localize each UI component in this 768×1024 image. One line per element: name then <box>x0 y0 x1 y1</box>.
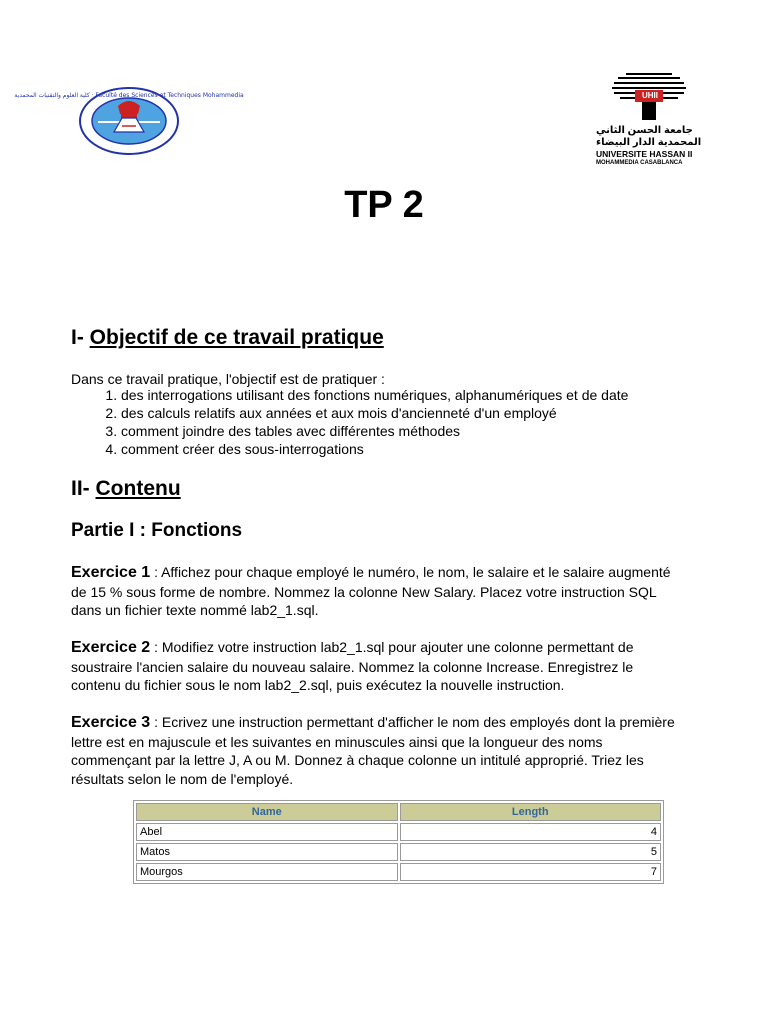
cell-name: Abel <box>136 823 398 841</box>
university-emblem-text: UHII <box>642 91 658 100</box>
exercise-3-label: Exercice 3 <box>71 714 151 731</box>
table-row <box>136 863 661 881</box>
exercise-3 <box>71 713 681 788</box>
exercise-1-label: Exercice 1 <box>71 564 151 581</box>
section-1-number: I- <box>71 326 84 349</box>
table-header-row <box>136 803 661 821</box>
exercise-2 <box>71 638 681 695</box>
university-latin-line-2: MOHAMMEDIA CASABLANCA <box>596 160 683 166</box>
exercise-2-text: : Modifiez votre instruction lab2_1.sql pour ajouter une colonne permettant de soustraire l'ancien salaire du nouveau salaire. Nommez la colonne Increase. Enregistrez le contenu du fichier sous le nom lab2_2.sql, puis exécutez la nouvelle instruction. <box>71 639 634 693</box>
list-item: 4. comment créer des sous-interrogations <box>121 440 741 458</box>
column-header-length: Length <box>400 803 662 821</box>
university-arabic-line-2: المحمدية الدار البيضاء <box>596 137 702 148</box>
faculty-logo <box>14 86 244 156</box>
section-2-title: Contenu <box>95 477 181 500</box>
exercise-1-text: : Affichez pour chaque employé le numéro, le nom, le salaire et le salaire augmenté de 15 % sous forme de nombre. Nommez la colonne New Salary. Placez votre instruction SQL dans un fichier texte nommé lab2_1.sql. <box>71 564 671 618</box>
cell-length: 4 <box>400 823 662 841</box>
university-arabic-line-1: جامعة الحسن الثاني <box>596 125 693 136</box>
university-logo <box>596 72 700 168</box>
page-title: TP 2 <box>344 184 424 226</box>
cell-name: Mourgos <box>136 863 398 881</box>
result-table <box>133 800 664 884</box>
section-1-heading <box>71 326 384 350</box>
faculty-logo-text: كلية العلوم والتقنيات المحمدية · Faculté des Sciences et Techniques Mohammedia <box>14 92 244 99</box>
university-latin-line-1: UNIVERSITE HASSAN II <box>596 149 693 159</box>
exercise-2-label: Exercice 2 <box>71 639 151 656</box>
table-row <box>136 843 661 861</box>
cell-length: 5 <box>400 843 662 861</box>
part-1-title: Partie I : Fonctions <box>71 520 243 541</box>
section-1-intro: Dans ce travail pratique, l'objectif est de pratiquer : <box>71 371 385 387</box>
column-header-name: Name <box>136 803 398 821</box>
objectives-list <box>71 386 741 458</box>
list-item: 2. des calculs relatifs aux années et aux mois d'ancienneté d'un employé <box>121 404 741 422</box>
section-1-title: Objectif de ce travail pratique <box>89 326 384 349</box>
cell-length: 7 <box>400 863 662 881</box>
table-row <box>136 823 661 841</box>
list-item: 3. comment joindre des tables avec différentes méthodes <box>121 422 741 440</box>
cell-name: Matos <box>136 843 398 861</box>
exercise-3-text: : Ecrivez une instruction permettant d'afficher le nom des employés dont la première lettre est en majuscule et les suivantes en minuscules ainsi que la longueur des noms commençant par la lettre J, A ou M. Donnez à chaque colonne un intitulé approprié. Triez les résultats selon le nom de l'employé. <box>71 714 675 787</box>
section-2-number: II- <box>71 477 90 500</box>
faculty-emblem-icon <box>14 86 244 156</box>
list-item: 1. des interrogations utilisant des fonctions numériques, alphanumériques et de date <box>121 386 741 404</box>
section-2-heading <box>71 477 181 501</box>
exercise-1 <box>71 563 681 620</box>
